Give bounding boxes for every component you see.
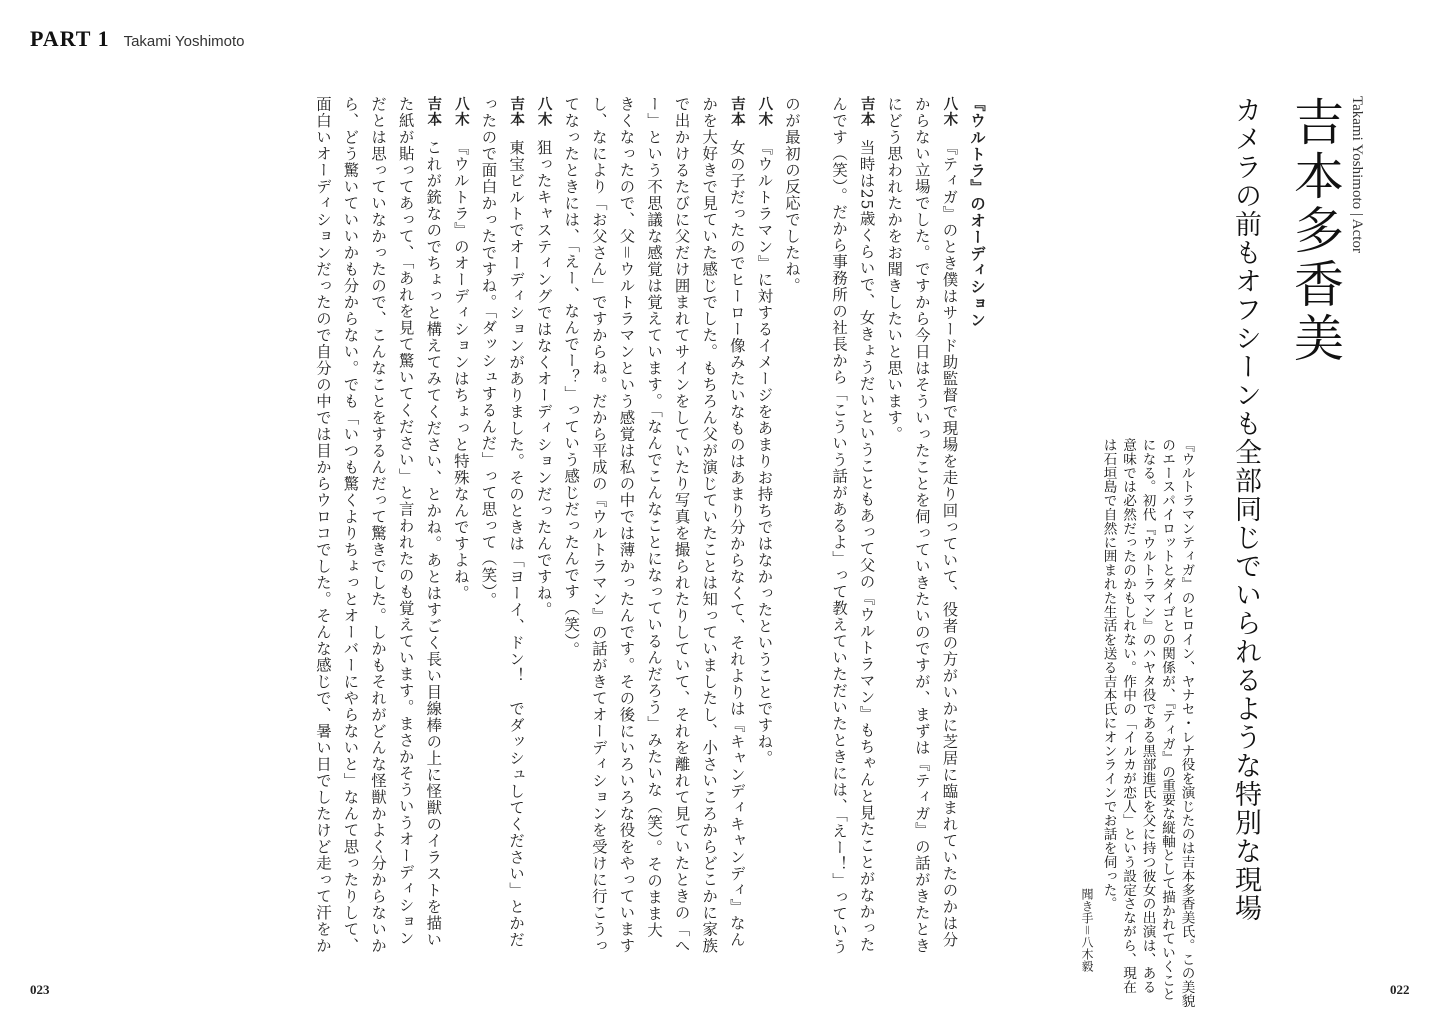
body-line-text: 女の子だったのでヒーロー像みたいなものはあまり分からなくて、それよりは『キャンディキャンディ』なん [727, 139, 746, 948]
body-line-text: た紙が貼ってあって、「あれを見て驚いてください」と言われたのも覚えています。まさかそういうオーディション [396, 96, 415, 947]
body-line [446, 96, 474, 956]
page-number-right: 022 [1390, 982, 1410, 997]
header-name: Takami Yoshimoto [123, 33, 245, 50]
body-line-text: ー」という不思議な感覚は覚えています。「なんでこんなことになっているんだろう」みたいな（笑）。そのまま大 [645, 96, 664, 939]
body-line [612, 96, 640, 956]
interviewer-credit: 聞き手＝八木毅 [1080, 888, 1094, 973]
body-text-right-page [818, 96, 990, 956]
body-line-text: 『ウルトラ』のオーディションはちょっと特殊なんですよね。 [451, 139, 470, 602]
part-label: PART 1 [30, 26, 110, 51]
body-line [852, 96, 880, 956]
body-line [501, 96, 529, 956]
body-line-text: 当時は25歳くらいで、女きょうだいということもあって父の『ウルトラマン』もちゃんと見たことがなかった [857, 139, 876, 953]
body-line [667, 96, 695, 956]
lede-line: 『ウルトラマンティガ』のヒロイン、ヤナセ・レナ役を演じたのは吉本多香美氏。この美貌 [1178, 438, 1195, 1008]
speaker-label: 吉本 [858, 96, 875, 128]
running-header [30, 26, 245, 52]
body-text-left-page [70, 96, 805, 956]
body-line-text: てなったときには、「えー、なんでー？」っていう感じだったんです（笑）。 [562, 96, 581, 659]
name-english-role: Takami Yoshimoto | Actor [1349, 96, 1365, 253]
body-line-text: し、なにより「お父さん」ですからね。だから平成の『ウルトラマン』の話がきてオーディションを受けに行こうっ [589, 96, 608, 954]
body-line [639, 96, 667, 956]
body-line [777, 96, 805, 956]
body-line-text: 『ウルトラマン』に対するイメージをあまりお持ちではなかったということですね。 [755, 139, 774, 767]
body-line-text: だとは思っていなかったので、こんなことをするんだって驚きでした。しかもそれがどんな怪獣かよく分からないか [369, 96, 388, 954]
lede-paragraph [1098, 438, 1196, 1008]
speaker-label: 八木 [756, 96, 773, 128]
lede-line: になる。初代『ウルトラマン』のハヤタ役である黒部進氏を父に持つ彼女の出演は、ある [1139, 438, 1156, 994]
page-title-name: 吉本多香美 [1286, 96, 1344, 366]
speaker-label: 八木 [452, 96, 469, 128]
body-line-text: にどう思われたかをお聞きしたいと思います。 [885, 96, 904, 443]
body-line [584, 96, 612, 956]
body-line-text: んです（笑）。だから事務所の社長から「こういう話があるよ」って教えていただいたときには、「えー！」っていう [830, 96, 849, 956]
body-line [722, 96, 750, 956]
speaker-label: 吉本 [728, 96, 745, 128]
body-line [308, 96, 336, 956]
body-line [880, 96, 908, 956]
body-line [695, 96, 723, 956]
body-line [336, 96, 364, 956]
page-number-left: 023 [30, 982, 50, 997]
body-line-text: これが銃なのでちょっと構えてみてください、とかね。あとはすごく長い目線棒の上に怪獣のイラストを描い [424, 139, 443, 948]
speaker-label: 八木 [535, 96, 552, 128]
body-line-text: からない立場でした。ですから今日はそういったことを伺っていきたいのですが、まずは『ティガ』の話がきたとき [912, 96, 931, 954]
body-line-text: 面白いオーディションだったので自分の中では目からウロコでした。そんな感じで、暑い日でしたけど走って汗をか [313, 96, 332, 954]
lede-line: のエースパイロットとダイゴとの関係が、『ティガ』の重要な縦軸として描かれていくこと [1159, 438, 1175, 1002]
body-line-text: ら、どう驚いていいかも分からない。でも「いつも驚くよりちょっとオーバーにやらないと」なんて思ったりして、 [341, 96, 360, 954]
body-line-text: ったので面白かったですね。「ダッシュするんだ」って思って（笑）。 [479, 96, 498, 609]
body-line [824, 96, 852, 956]
body-line-text: 東宝ビルトでオーディションがありました。そのときは「ヨーイ、ドン！ でダッシュしてください」とかだ [507, 139, 526, 948]
body-line-text: かを大好きで見ていた感じでした。もちろん父が演じていたことは知っていましたし、小さいころからどこかに家族 [700, 96, 719, 954]
body-line-text: 狙ったキャスティングではなくオーディションだったんですね。 [534, 139, 553, 618]
body-line [750, 96, 778, 956]
lede-line: は石垣島で自然に囲まれた生活を送る吉本氏にオンラインでお話を伺った。 [1100, 438, 1117, 911]
body-line [557, 96, 585, 956]
body-line [364, 96, 392, 956]
body-line [529, 96, 557, 956]
section-heading: 『ウルトラ』のオーディション [968, 96, 986, 329]
lede-line: 意味では必然だったのかもしれない。作中の「イルカが恋人」という設定さながら、現在 [1120, 438, 1136, 994]
body-line [419, 96, 447, 956]
speaker-label: 吉本 [425, 96, 442, 128]
body-line-text: きくなったので、父＝ウルトラマンという感覚は私の中では薄かったんです。その後にいろいろな役をやっています [617, 96, 636, 954]
body-line [935, 96, 963, 956]
page-subtitle: カメラの前もオフシーンも全部同じでいられるような特別な現場 [1230, 96, 1261, 923]
body-line-text: で出かけるたびに父だけ囲まれてサインをしていたり写真を撮られたりしていて、それを離れて見ていたときの「へ [672, 96, 691, 954]
body-line [907, 96, 935, 956]
body-line-text: 『ティガ』のとき僕はサード助監督で現場を走り回っていて、役者の方がいかに芝居に臨まれていたのかは分 [940, 139, 959, 948]
speaker-label: 吉本 [508, 96, 525, 128]
body-line-text: のが最初の反応でしたね。 [783, 96, 801, 294]
speaker-label: 八木 [941, 96, 958, 128]
body-line [474, 96, 502, 956]
body-line [391, 96, 419, 956]
